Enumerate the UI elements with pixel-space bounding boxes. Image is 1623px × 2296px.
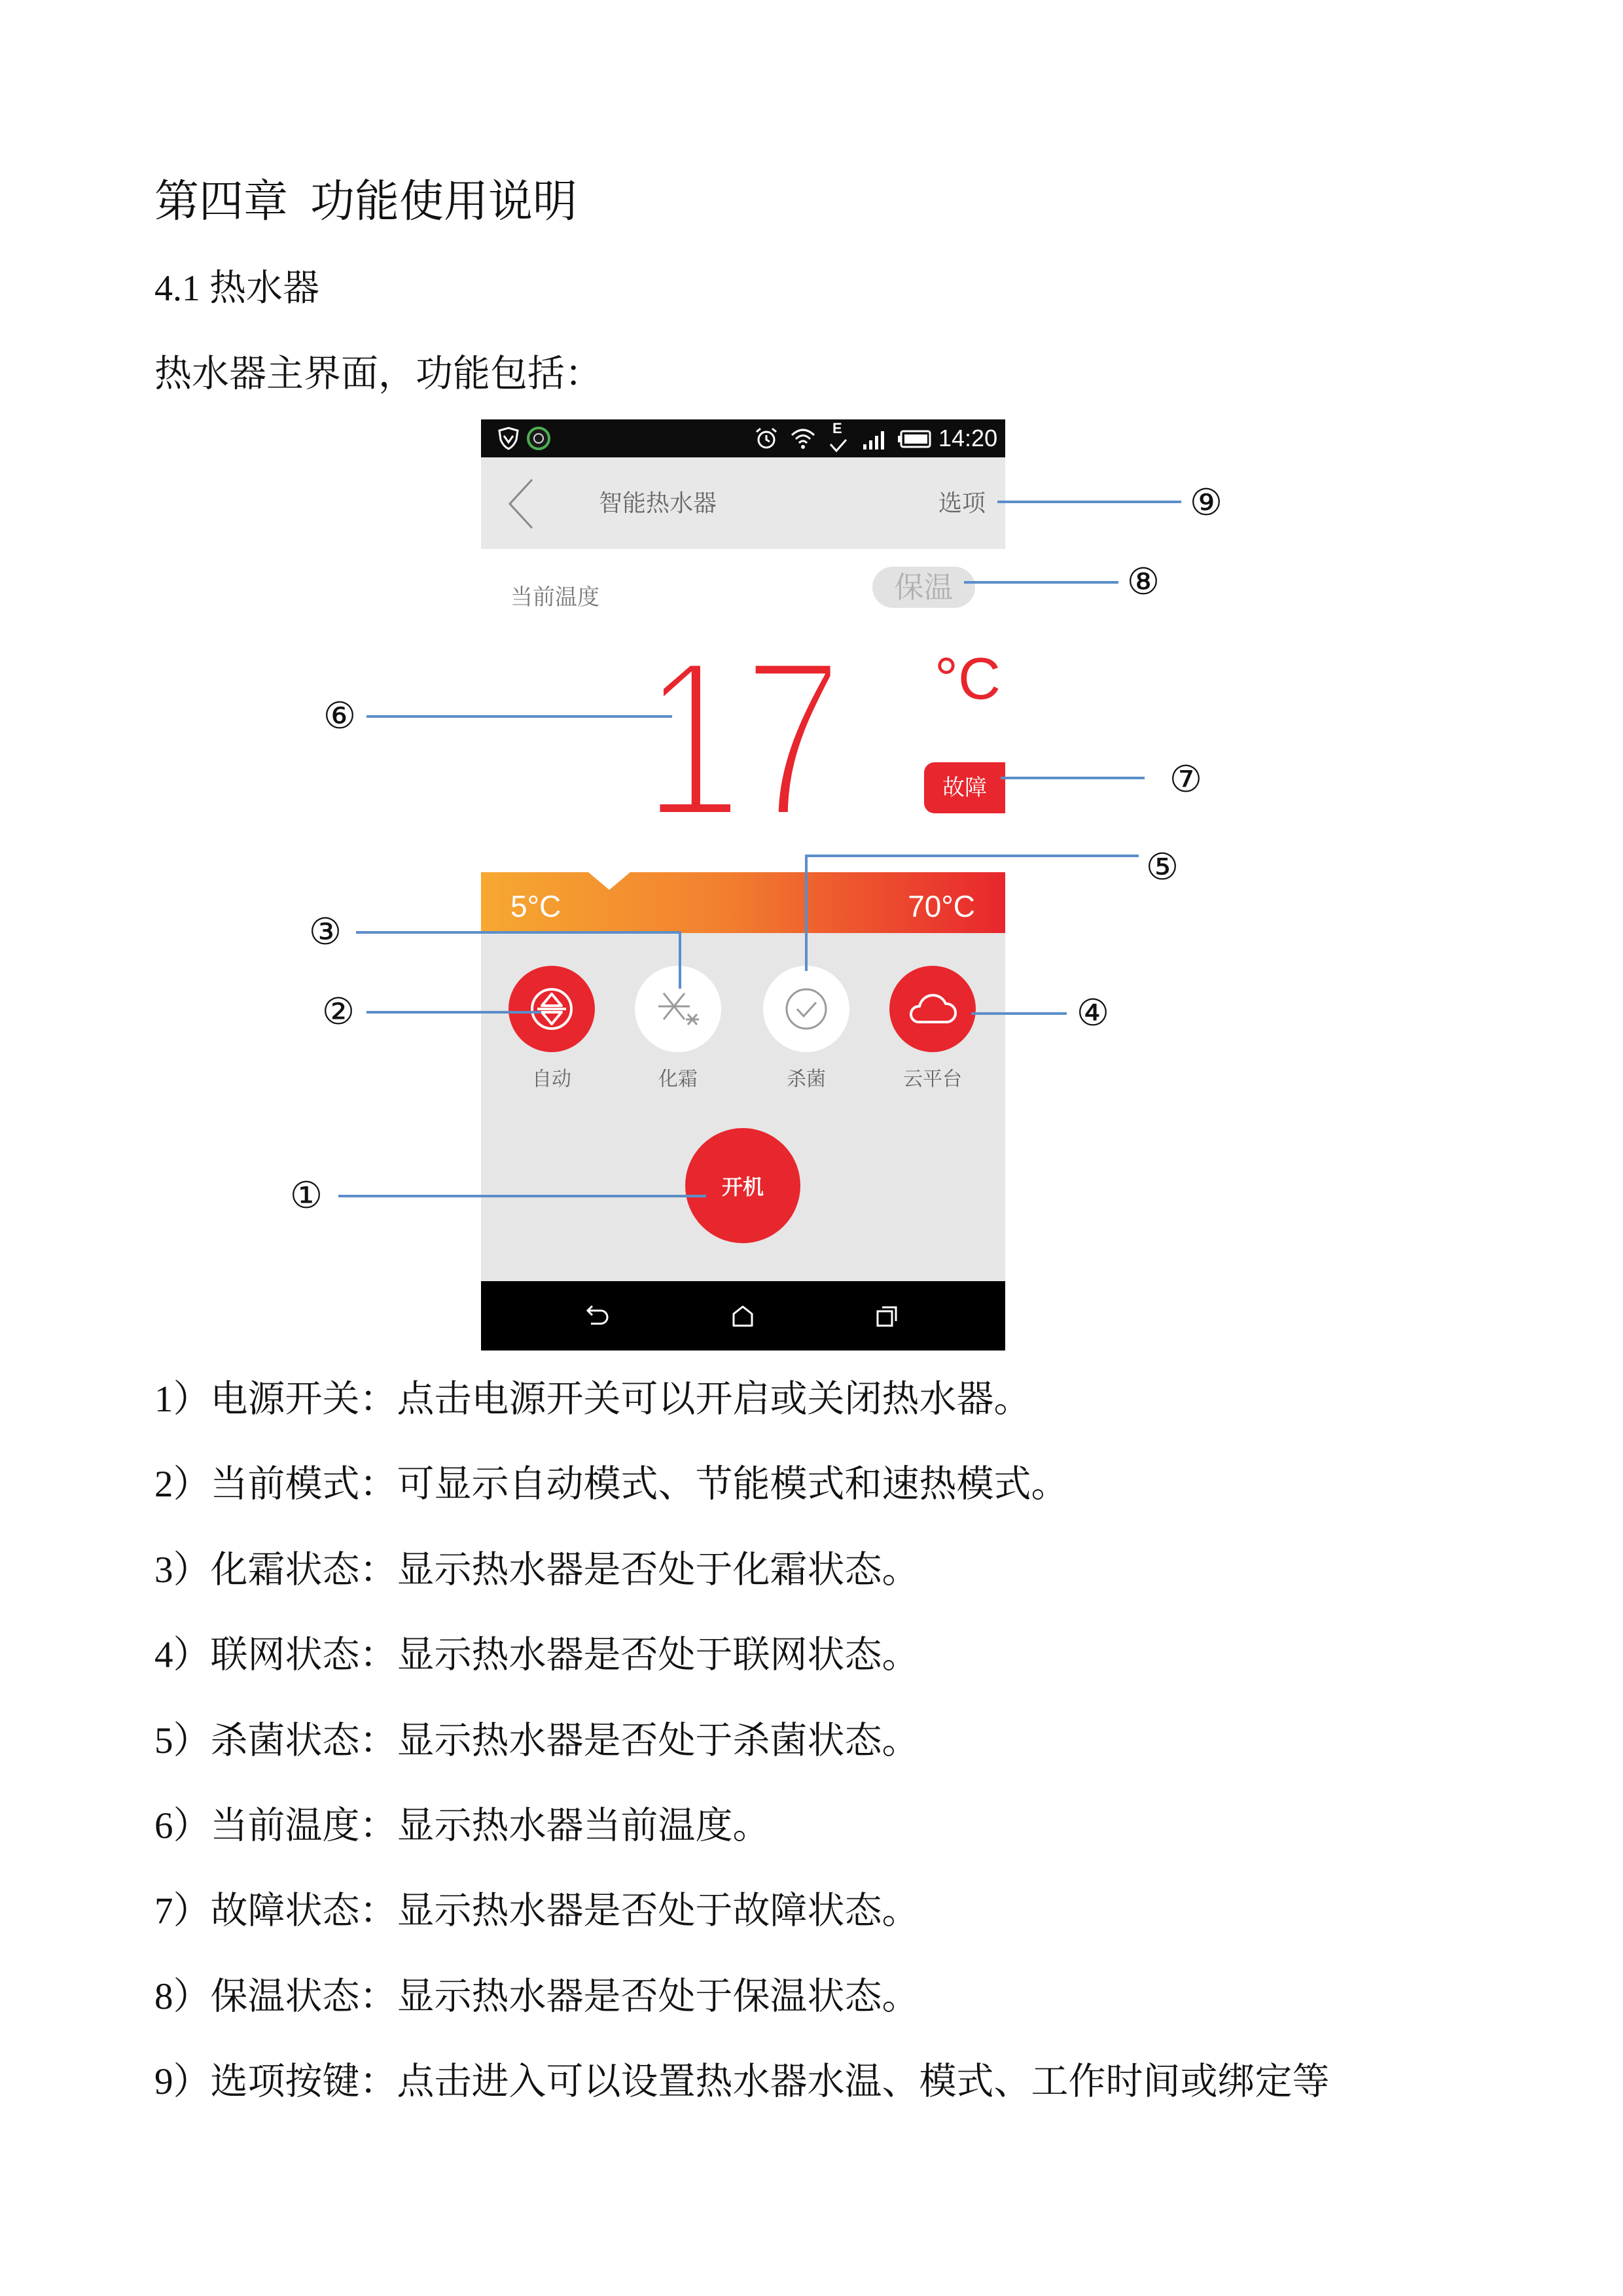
options-button[interactable]: 选项 [938,489,986,516]
power-button-label: 开机 [721,1175,764,1199]
data-ring-icon [526,425,552,451]
intro-text: 热水器主界面，功能包括： [154,353,602,395]
feature-description-list [154,1381,1330,2149]
defrost-label: 化霜 [658,1069,698,1090]
auto-mode-label: 自动 [532,1069,571,1090]
list-item: 6）当前温度：显示热水器当前温度。 [154,1805,770,1846]
cloud-icon [905,988,960,1030]
sterilize-check-icon [783,985,830,1033]
list-item: 3）化霜状态：显示热水器是否处于化霜状态。 [154,1549,919,1591]
chevron-left-icon[interactable] [507,478,535,529]
home-icon[interactable] [730,1303,756,1330]
sterilize-label: 杀菌 [787,1069,826,1090]
callout-7: ⑦ [1169,758,1203,801]
check-icon [829,438,848,453]
current-temp-label: 当前温度 [510,585,599,610]
range-min-label: 5°C [510,889,562,923]
callout-3: ③ [308,911,342,953]
cloud-platform-label: 云平台 [903,1069,962,1090]
defrost-button[interactable] [635,966,721,1052]
range-max-label: 70°C [908,889,975,923]
phone-screenshot [481,419,1005,1351]
cloud-platform-button[interactable] [889,966,976,1052]
callout-5: ⑤ [1145,846,1179,889]
temperature-unit: °C [935,646,1001,712]
callout-1: ① [289,1174,323,1217]
list-item: 5）杀菌状态：显示热水器是否处于杀菌状态。 [154,1720,919,1761]
section-title: 4.1 热水器 [154,268,319,309]
list-item: 1）电源开关：点击电源开关可以开启或关闭热水器。 [154,1379,1031,1420]
temperature-display [643,613,843,865]
range-pointer [588,872,630,890]
callout-2: ② [321,991,355,1033]
signal-icon [862,430,888,450]
network-type-label: E [832,420,842,436]
keep-warm-badge: 保温 [872,567,975,608]
recent-apps-icon[interactable] [874,1303,901,1330]
fault-badge: 故障 [924,762,1005,813]
callout-4: ④ [1076,992,1110,1034]
list-item: 7）故障状态：显示热水器是否处于故障状态。 [154,1890,919,1932]
shield-icon [497,427,520,450]
list-item: 9）选项按键：点击进入可以设置热水器水温、模式、工作时间或绑定等 [154,2061,1330,2103]
list-item: 2）当前模式：可显示自动模式、节能模式和速热模式。 [154,1464,1069,1506]
status-time: 14:20 [938,425,998,451]
back-icon[interactable] [584,1303,611,1330]
battery-icon [897,430,931,448]
page-title: 智能热水器 [599,489,717,516]
list-item: 8）保温状态：显示热水器是否处于保温状态。 [154,1975,919,2017]
chapter-title: 第四章 功能使用说明 [154,177,578,226]
wifi-icon [790,426,816,451]
sterilize-button[interactable] [763,966,849,1052]
list-item: 4）联网状态：显示热水器是否处于联网状态。 [154,1634,919,1676]
alarm-icon [754,426,779,451]
defrost-icon [652,983,704,1035]
power-button[interactable] [685,1128,800,1243]
app-header [481,457,1005,549]
auto-mode-button[interactable] [508,966,595,1052]
callout-6: ⑥ [323,695,357,737]
callout-8: ⑧ [1126,561,1160,603]
temperature-value: 17 [643,613,843,865]
callout-9: ⑨ [1189,482,1223,524]
auto-mode-icon [529,986,575,1032]
